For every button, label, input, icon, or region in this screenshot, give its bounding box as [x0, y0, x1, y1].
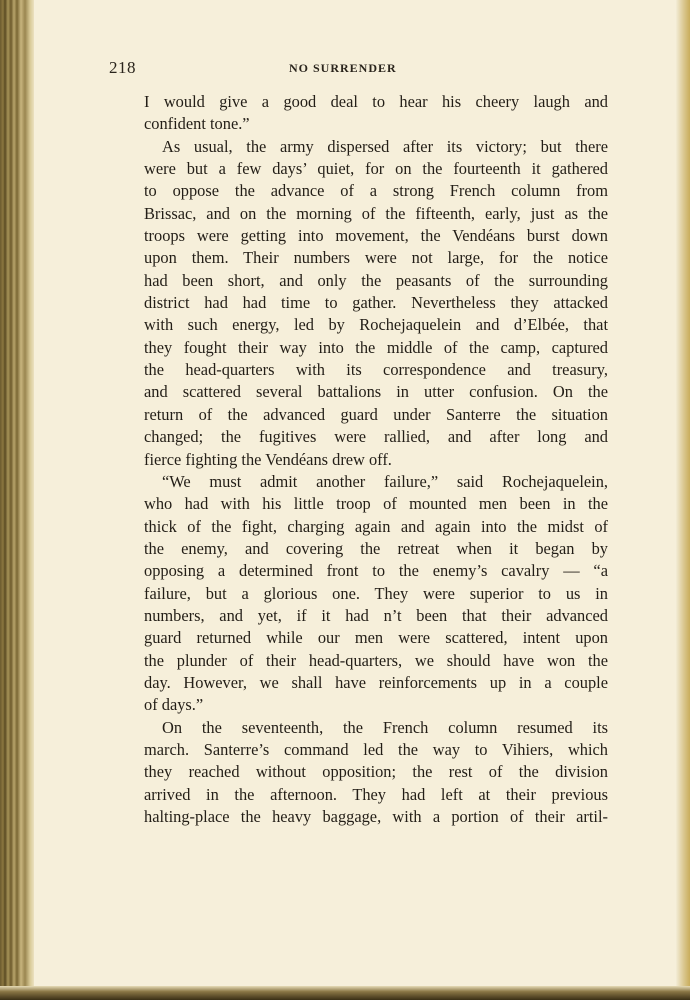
text-line: numbers, and yet, if it had n’t been that their advanced — [144, 605, 608, 625]
text-line: of days.” — [144, 695, 204, 715]
text-line: Brissac, and on the morning of the fifteenth, early, just as the — [144, 203, 608, 223]
text-line: march. Santerre’s command led the way to Vihiers, which — [144, 739, 608, 759]
text-line: arrived in the afternoon. They had left at their previous — [144, 784, 608, 804]
book-binding-gutter — [0, 0, 34, 1000]
text-line: they reached without opposition; the rest of the division — [144, 762, 608, 782]
text-line: they fought their way into the middle of the camp, captured — [144, 337, 608, 357]
text-line: troops were getting into movement, the Vendéans burst down — [144, 226, 608, 246]
text-line: day. However, we shall have reinforcements up in a couple — [144, 672, 608, 692]
text-line: who had with his little troop of mounted men been in the — [144, 494, 608, 514]
text-line: return of the advanced guard under Santerre the situation — [144, 404, 608, 424]
text-line: failure, but a glorious one. They were superior to us in — [144, 583, 608, 603]
page-number: 218 — [109, 58, 136, 77]
text-line: the head-quarters with its correspondence and treasury, — [144, 360, 608, 380]
text-line: the plunder of their head-quarters, we should have won the — [144, 650, 608, 670]
text-line: to oppose the advance of a strong French column from — [144, 181, 608, 201]
text-line: district had had time to gather. Nevertheless they attacked — [144, 293, 608, 313]
text-line: guard returned while our men were scattered, intent upon — [144, 628, 608, 648]
text-line: I would give a good deal to hear his cheery laugh and — [144, 92, 608, 111]
text-line: As usual, the army dispersed after its victory; but there — [162, 136, 608, 156]
page-header — [109, 58, 609, 82]
body-text — [144, 91, 608, 828]
text-line: confident tone.” — [144, 114, 250, 134]
text-line: fierce fighting the Vendéans drew off. — [144, 449, 392, 469]
text-line: with such energy, led by Rochejaquelein and d’Elbée, that — [144, 315, 608, 335]
text-line: were but a few days’ quiet, for on the fourteenth it gathered — [144, 159, 608, 179]
text-line: On the seventeenth, the French column resumed its — [162, 717, 608, 737]
text-line: “We must admit another failure,” said Rochejaquelein, — [162, 471, 608, 491]
text-line: and scattered several battalions in utter confusion. On the — [144, 382, 608, 402]
text-line: the enemy, and covering the retreat when it began by — [144, 538, 608, 558]
page-edge-right — [676, 0, 690, 1000]
text-line: halting-place the heavy baggage, with a portion of their artil- — [144, 807, 608, 826]
text-line: had been short, and only the peasants of the surrounding — [144, 270, 608, 290]
text-line: thick of the fight, charging again and again into the midst of — [144, 516, 608, 536]
text-line: opposing a determined front to the enemy’s cavalry — “a — [144, 561, 608, 581]
page-edge-bottom — [0, 986, 690, 1000]
running-head: NO SURRENDER — [289, 61, 397, 75]
text-line: changed; the fugitives were rallied, and after long and — [144, 427, 608, 447]
text-line: upon them. Their numbers were not large, for the notice — [144, 248, 608, 268]
